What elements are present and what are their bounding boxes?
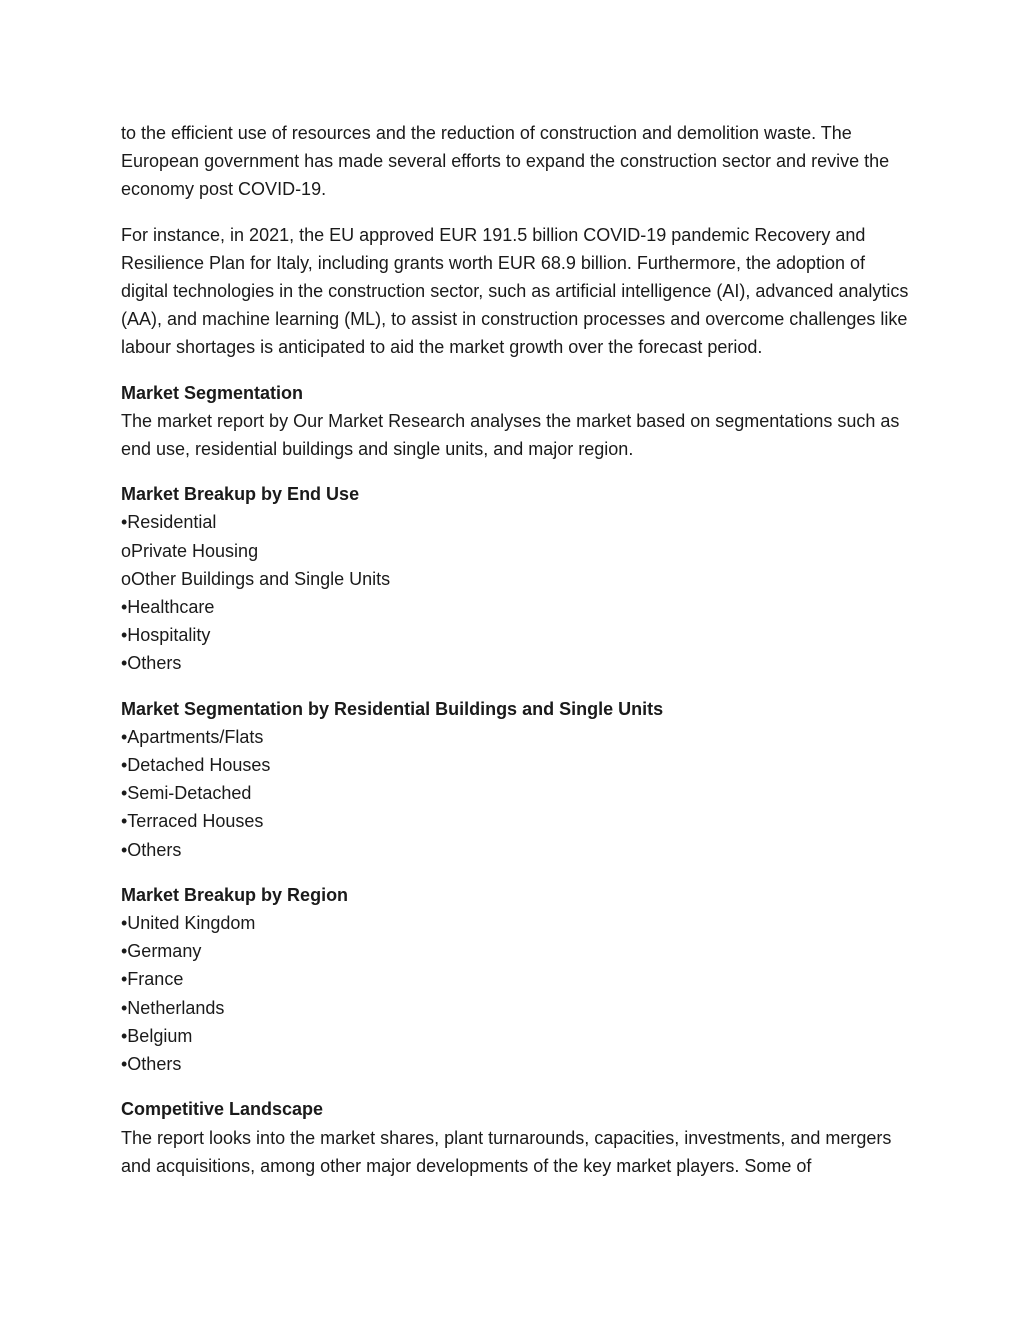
document-page [121, 119, 911, 1197]
list-item: •Others [121, 839, 182, 860]
list-item: oOther Buildings and Single Units [121, 568, 391, 589]
list-item: •Hospitality [121, 625, 211, 646]
list-item: •Netherlands [121, 997, 225, 1018]
list-item: •Semi-Detached [121, 783, 252, 804]
heading-competitive-landscape: Competitive Landscape [121, 1099, 324, 1120]
list-item: •Residential [121, 512, 217, 533]
section-residential-buildings [121, 695, 911, 864]
section-competitive-landscape [121, 1095, 911, 1180]
paragraph-competitive-landscape: The report looks into the market shares, plant turnarounds, capacities, investments, and mergers and acquisitions, among other major developments of the key market players. Some of [121, 1127, 892, 1176]
list-item: •Terraced Houses [121, 811, 264, 832]
section-market-segmentation [121, 379, 911, 464]
heading-residential-buildings: Market Segmentation by Residential Buildings and Single Units [121, 698, 664, 719]
list-item: •Others [121, 653, 182, 674]
paragraph-efficient-use: to the efficient use of resources and the reduction of construction and demolition waste. The European government has made several efforts to expand the construction sector and revive the economy post COVID-19. [121, 123, 890, 200]
list-item: •United Kingdom [121, 913, 256, 934]
list-item: •Others [121, 1054, 182, 1075]
list-item: •Healthcare [121, 597, 215, 618]
list-item: oPrivate Housing [121, 540, 259, 561]
list-item: •Belgium [121, 1025, 193, 1046]
heading-region: Market Breakup by Region [121, 884, 349, 905]
section-region [121, 881, 911, 1078]
section-end-use [121, 480, 911, 677]
paragraph-market-segmentation: The market report by Our Market Research analyses the market based on segmentations such as end use, residential buildings and single units, and major region. [121, 410, 900, 460]
heading-end-use: Market Breakup by End Use [121, 484, 360, 505]
paragraph-eu-recovery-plan: For instance, in 2021, the EU approved EUR 191.5 billion COVID-19 pandemic Recovery and Resilience Plan for Italy, including grants worth EUR 68.9 billion. Furthermore, the adoption of digital technologies in the construction sector, such as artificial intelligence (AI), advanced analytics (AA), and machine learning (ML), to assist in construction processes and overcome challenges like labour shortages is anticipated to aid the market growth over the forecast period. [121, 224, 909, 358]
heading-market-segmentation: Market Segmentation [121, 382, 304, 403]
list-item: •Detached Houses [121, 755, 271, 776]
list-item: •Apartments/Flats [121, 726, 264, 747]
list-item: •Germany [121, 941, 202, 962]
list-item: •France [121, 969, 184, 990]
